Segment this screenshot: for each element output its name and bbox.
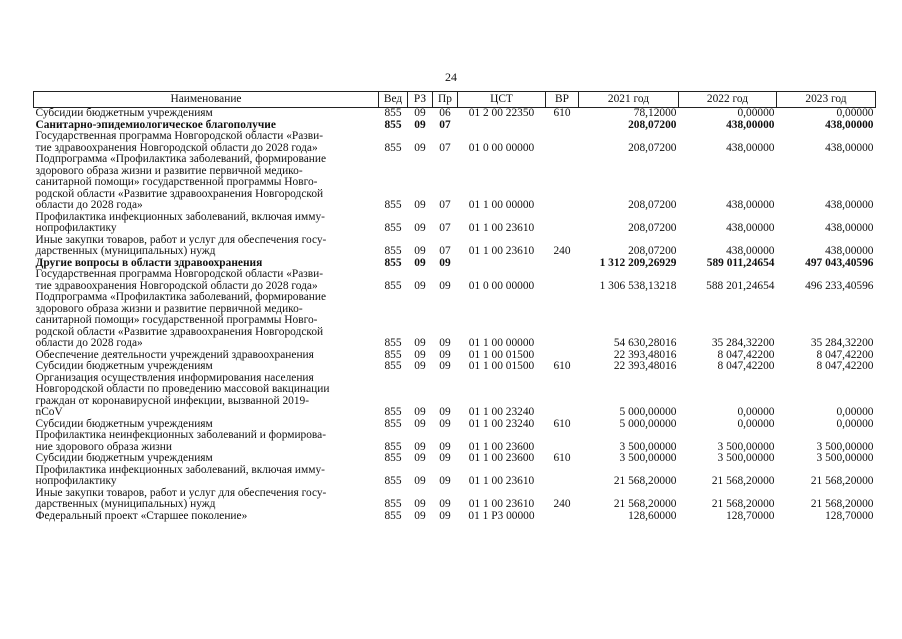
row-value-2021: 5 000,00000 [619,417,677,430]
row-ved: 855 [384,337,402,349]
row-rz: 09 [414,245,426,257]
row-pr: 07 [439,245,451,257]
row-vr [546,373,579,419]
row-rz: 09 [414,475,426,487]
row-cst: 01 1 00 01500 [468,360,535,372]
row-rz: 09 [414,417,426,430]
header-ved: Вед [379,92,408,108]
row-value-2022: 35 284,32200 [711,337,775,349]
row-ved: 855 [384,475,402,487]
row-name: Профилактика инфекционных заболеваний, включая имму- нопрофилактику [35,210,325,234]
row-value-2021: 208,07200 [628,141,677,154]
row-value-2022: 588 201,24654 [706,279,775,292]
row-pr: 09 [439,498,451,510]
row-pr: 07 [439,222,451,234]
row-rz: 09 [414,440,426,453]
table-row [34,488,876,511]
row-vr [546,131,579,154]
row-rz: 09 [414,360,426,372]
row-rz: 09 [414,279,426,292]
row-pr: 07 [439,199,451,211]
row-name: Санитарно-эпидемиологическое благополучие [35,118,276,131]
row-ved: 855 [384,360,402,372]
row-cst: 01 0 00 00000 [468,279,535,292]
row-pr: 09 [439,279,451,292]
row-cst: 01 1 00 23610 [468,498,535,510]
row-name: Иные закупки товаров, работ и услуг для обеспечения госу- дарственных (муниципальных) нужд [35,486,327,510]
row-vr [546,258,579,270]
row-pr: 07 [439,141,451,154]
row-value-2023: 438,00000 [825,118,874,131]
row-rz: 09 [414,118,426,131]
row-pr: 09 [439,337,451,349]
table-row [34,453,876,465]
row-value-2022: 0,00000 [737,417,775,430]
table-row [34,430,876,453]
row-name: Организация осуществления информирования населения Новгородской области по проведению массовой вакцинации граждан от коронавирусной инфекции, вызванной 2019- nCoV [35,371,330,418]
row-pr: 09 [439,348,451,361]
table-body [34,108,876,523]
row-name: Федеральный проект «Старшее поколение» [35,509,248,522]
header-rz: РЗ [408,92,433,108]
row-value-2023: 438,00000 [825,141,874,154]
row-value-2023: 0,00000 [836,107,874,119]
row-value-2023: 438,00000 [825,199,874,211]
row-name: Субсидии бюджетным учреждениям [35,360,213,372]
row-rz: 09 [414,337,426,349]
row-value-2021: 128,60000 [628,509,677,522]
row-vr [546,465,579,488]
row-cst: 01 1 P3 00000 [468,509,535,522]
row-name: Государственная программа Новгородской области «Разви- тие здравоохранения Новгородской области до 2028 года» [35,268,324,292]
row-value-2021: 54 630,28016 [613,337,677,349]
row-value-2022: 8 047,42200 [717,360,775,372]
row-value-2022: 438,00000 [726,141,775,154]
row-ved: 855 [384,406,402,418]
row-value-2023: 496 233,40596 [805,279,874,292]
row-ved: 855 [384,141,402,154]
row-cst [458,120,546,132]
table-row [34,511,876,523]
row-pr: 09 [439,509,451,522]
row-rz: 09 [414,222,426,234]
header-name: Наименование [34,92,379,108]
row-vr [546,212,579,235]
row-name: Государственная программа Новгородской области «Разви- тие здравоохранения Новгородской области до 2028 года» [35,130,324,154]
row-value-2023: 3 500,00000 [816,452,874,464]
row-value-2023: 35 284,32200 [810,337,874,349]
row-value-2021: 208,07200 [628,118,677,131]
row-value-2022: 438,00000 [726,245,775,257]
row-ved: 855 [384,118,402,131]
row-value-2021: 78,12000 [633,107,677,119]
row-value-2021: 21 568,20000 [613,498,677,510]
row-pr: 09 [439,417,451,430]
row-cst [458,258,546,270]
row-value-2022: 8 047,42200 [717,348,775,361]
row-ved: 855 [384,417,402,430]
row-name: Профилактика неинфекционных заболеваний и формирова- ние здорового образа жизни [35,429,327,453]
header-2022: 2022 год [679,92,777,108]
row-value-2021: 208,07200 [628,245,677,257]
row-vr: 610 [553,360,571,372]
row-cst: 01 2 00 22350 [468,107,535,119]
row-ved: 855 [384,348,402,361]
row-value-2021: 208,07200 [628,199,677,211]
row-rz: 09 [414,256,426,269]
row-pr: 09 [439,452,451,464]
row-value-2023: 497 043,40596 [805,256,874,269]
row-vr [546,430,579,453]
row-name: Подпрограмма «Профилактика заболеваний, формирование здорового образа жизни и развитие первичной медико- санитарной помощи» государственной программы Новго- родской области «Развитие здравоохранения Новгородской области до 2028 года» [35,291,327,349]
table-row [34,235,876,258]
row-name: Подпрограмма «Профилактика заболеваний, формирование здорового образа жизни и развитие первичной медико- санитарной помощи» государственной программы Новго- родской области «Развитие здравоохранения Новгородской области до 2028 года» [35,153,327,211]
page-number: 24 [445,70,457,84]
row-value-2022: 589 011,24654 [706,256,775,269]
row-vr [546,269,579,292]
row-vr: 240 [553,498,571,510]
row-cst: 01 1 00 23600 [468,452,535,464]
table-row [34,361,876,373]
row-value-2022: 0,00000 [737,406,775,418]
row-value-2021: 5 000,00000 [619,406,677,418]
row-value-2022: 21 568,20000 [711,475,775,487]
row-vr: 240 [553,245,571,257]
row-cst: 01 1 00 01500 [468,348,535,361]
row-ved: 855 [384,222,402,234]
row-vr [546,120,579,132]
row-ved: 855 [384,498,402,510]
header-2023: 2023 год [777,92,876,108]
row-value-2023: 0,00000 [836,406,874,418]
row-value-2023: 21 568,20000 [810,498,874,510]
row-vr: 610 [553,452,571,464]
row-cst: 01 1 00 23240 [468,406,535,418]
row-pr: 06 [439,107,451,119]
row-value-2023: 0,00000 [836,417,874,430]
row-value-2023: 8 047,42200 [816,360,874,372]
row-ved: 855 [384,279,402,292]
row-pr: 09 [439,406,451,418]
row-cst: 01 0 00 00000 [468,141,535,154]
row-value-2021: 1 312 209,26929 [599,256,677,269]
table-header-row [34,92,876,108]
row-vr [546,154,579,212]
row-ved: 855 [384,440,402,453]
table-row [34,292,876,350]
table-row [34,212,876,235]
table-row [34,373,876,419]
row-ved: 855 [384,509,402,522]
budget-table [33,91,876,522]
header-cst: ЦСТ [458,92,546,108]
row-value-2022: 0,00000 [737,107,775,119]
row-rz: 09 [414,107,426,119]
row-pr: 09 [439,360,451,372]
row-vr [546,292,579,350]
row-value-2022: 438,00000 [726,118,775,131]
row-value-2022: 438,00000 [726,199,775,211]
row-rz: 09 [414,199,426,211]
table-row [34,465,876,488]
row-pr: 07 [439,118,451,131]
row-ved: 855 [384,199,402,211]
row-pr: 09 [439,440,451,453]
row-value-2023: 128,70000 [825,509,874,522]
header-pr: Пр [433,92,458,108]
row-value-2021: 3 500,00000 [619,440,677,453]
row-name: Другие вопросы в области здравоохранения [35,256,263,269]
row-cst: 01 1 00 23600 [468,440,535,453]
row-pr: 09 [439,256,451,269]
row-vr [546,511,579,523]
table-row [34,269,876,292]
row-cst: 01 1 00 23610 [468,245,535,257]
row-cst: 01 1 00 23610 [468,475,535,487]
row-value-2021: 3 500,00000 [619,452,677,464]
row-value-2023: 438,00000 [825,245,874,257]
row-cst: 01 1 00 23610 [468,222,535,234]
row-value-2023: 21 568,20000 [810,475,874,487]
row-ved: 855 [384,245,402,257]
table-row [34,108,876,120]
row-rz: 09 [414,141,426,154]
row-ved: 855 [384,256,402,269]
row-rz: 09 [414,406,426,418]
row-value-2022: 438,00000 [726,222,775,234]
row-name: Субсидии бюджетным учреждениям [35,452,213,464]
row-name: Субсидии бюджетным учреждениям [35,417,213,430]
row-cst: 01 1 00 23240 [468,417,535,430]
row-ved: 855 [384,452,402,464]
row-value-2023: 3 500,00000 [816,440,874,453]
row-name: Субсидии бюджетным учреждениям [35,107,213,119]
row-cst: 01 1 00 00000 [468,199,535,211]
row-value-2021: 22 393,48016 [613,360,677,372]
row-value-2021: 22 393,48016 [613,348,677,361]
row-name: Обеспечение деятельности учреждений здравоохранения [35,348,314,361]
row-vr: 610 [553,107,571,119]
row-value-2023: 8 047,42200 [816,348,874,361]
table-row [34,131,876,154]
row-value-2021: 21 568,20000 [613,475,677,487]
row-rz: 09 [414,348,426,361]
row-rz: 09 [414,509,426,522]
row-value-2023: 438,00000 [825,222,874,234]
row-name: Профилактика инфекционных заболеваний, включая имму- нопрофилактику [35,463,325,487]
row-value-2022: 3 500,00000 [717,452,775,464]
table-row [34,154,876,212]
row-ved: 855 [384,107,402,119]
row-pr: 09 [439,475,451,487]
header-2021: 2021 год [579,92,679,108]
row-name: Иные закупки товаров, работ и услуг для обеспечения госу- дарственных (муниципальных) нужд [35,233,327,257]
row-vr: 610 [553,417,571,430]
row-value-2021: 208,07200 [628,222,677,234]
row-value-2022: 128,70000 [726,509,775,522]
row-rz: 09 [414,498,426,510]
header-vr: ВР [546,92,579,108]
row-value-2022: 21 568,20000 [711,498,775,510]
row-value-2021: 1 306 538,13218 [599,279,677,292]
row-cst: 01 1 00 00000 [468,337,535,349]
row-rz: 09 [414,452,426,464]
row-value-2022: 3 500,00000 [717,440,775,453]
